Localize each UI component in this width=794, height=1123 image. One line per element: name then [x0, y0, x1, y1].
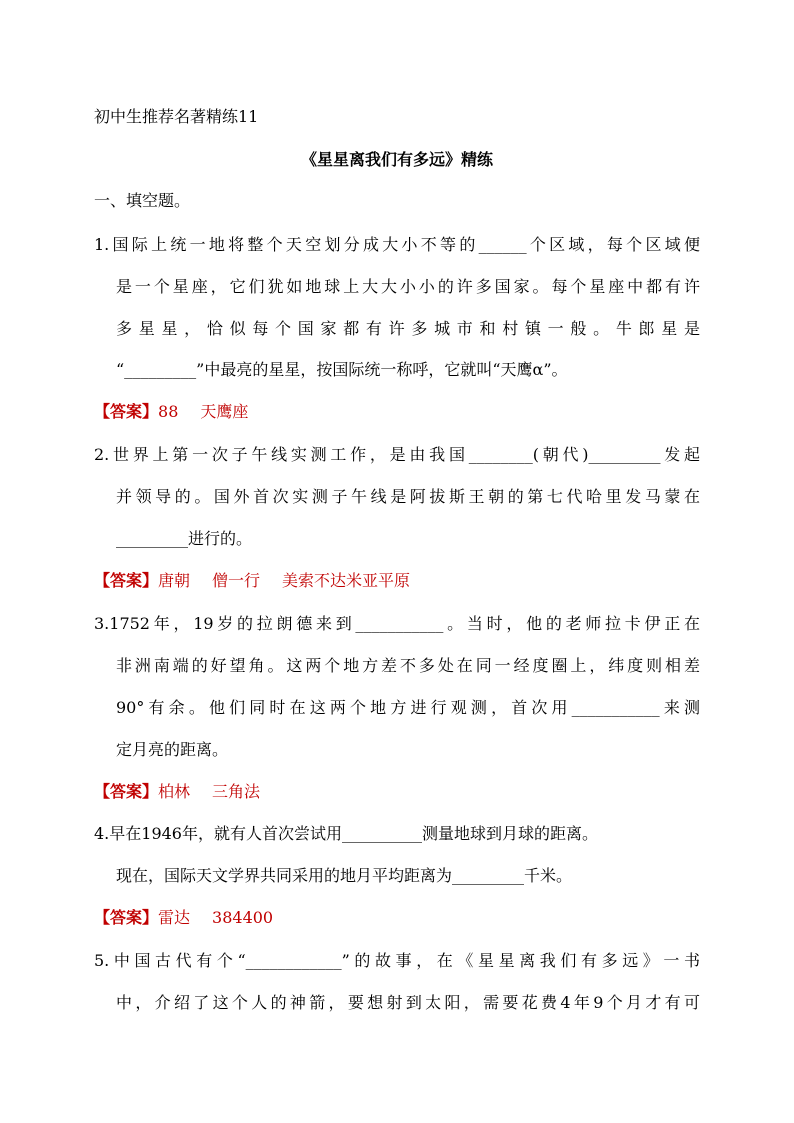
q2-answer	[94, 570, 410, 592]
q3-answer-1: 柏林	[158, 782, 191, 801]
q4-answer-1: 雷达	[158, 908, 191, 927]
q3-line-2: 非洲南端的好望角。这两个地方差不多处在同一经度圈上，纬度则相差	[116, 656, 700, 675]
q1-line-2: 是一个星座，它们犹如地球上大大小小的许多国家。每个星座中都有许	[116, 277, 700, 296]
q3-line-4: 定月亮的距离。	[116, 740, 229, 759]
q1-answer	[94, 401, 248, 423]
q1-answer-2: 天鹰座	[200, 402, 249, 421]
q5-line-2: 中，介绍了这个人的神箭，要想射到太阳，需要花费4年9个月才有可	[116, 993, 700, 1012]
q2-answer-1: 唐朝	[158, 571, 191, 590]
q4-answer	[94, 907, 273, 929]
q3-line-1: 3.1752年，19岁的拉朗德来到___________。当时，他的老师拉卡伊正在	[94, 614, 700, 633]
q3-answer-2: 三角法	[212, 782, 261, 801]
doc-label: 初中生推荐名著精练11	[94, 107, 259, 126]
answer-tag: 【答案】	[94, 782, 159, 801]
q3-answer	[94, 781, 260, 803]
q2-line-2: 并领导的。国外首次实测子午线是阿拔斯王朝的第七代哈里发马蒙在	[116, 487, 700, 506]
q2-line-1: 2.世界上第一次子午线实测工作，是由我国________(朝代)_________发起	[94, 445, 700, 464]
q2-line-3: _________进行的。	[116, 529, 253, 548]
q1-line-3: 多星星，恰似每个国家都有许多城市和村镇一般。牛郎星是	[116, 319, 700, 338]
q2-answer-3: 美索不达米亚平原	[282, 571, 411, 590]
section-heading: 一、填空题。	[94, 191, 191, 210]
q1-line-1: 1.国际上统一地将整个天空划分成大小不等的______个区域，每个区域便	[94, 235, 700, 254]
answer-tag: 【答案】	[94, 908, 159, 927]
q2-answer-2: 僧一行	[212, 571, 261, 590]
answer-tag: 【答案】	[94, 571, 159, 590]
answer-tag: 【答案】	[94, 402, 159, 421]
q4-line-1: 4.早在1946年，就有人首次尝试用__________测量地球到月球的距离。	[94, 824, 598, 843]
q4-line-2: 现在，国际天文学界共同采用的地月平均距离为_________千米。	[116, 866, 573, 885]
q5-line-1: 5.中国古代有个“____________”的故事，在《星星离我们有多远》一书	[94, 951, 700, 970]
q3-line-3: 90°有余。他们同时在这两个地方进行观测，首次用___________来测	[116, 698, 700, 717]
q4-answer-2: 384400	[212, 908, 274, 927]
doc-title: 《星星离我们有多远》精练	[300, 150, 493, 169]
q1-line-4: “_________”中最亮的星星，按国际统一称呼，它就叫“天鹰α”。	[116, 360, 568, 379]
q1-answer-1: 88	[158, 402, 179, 421]
